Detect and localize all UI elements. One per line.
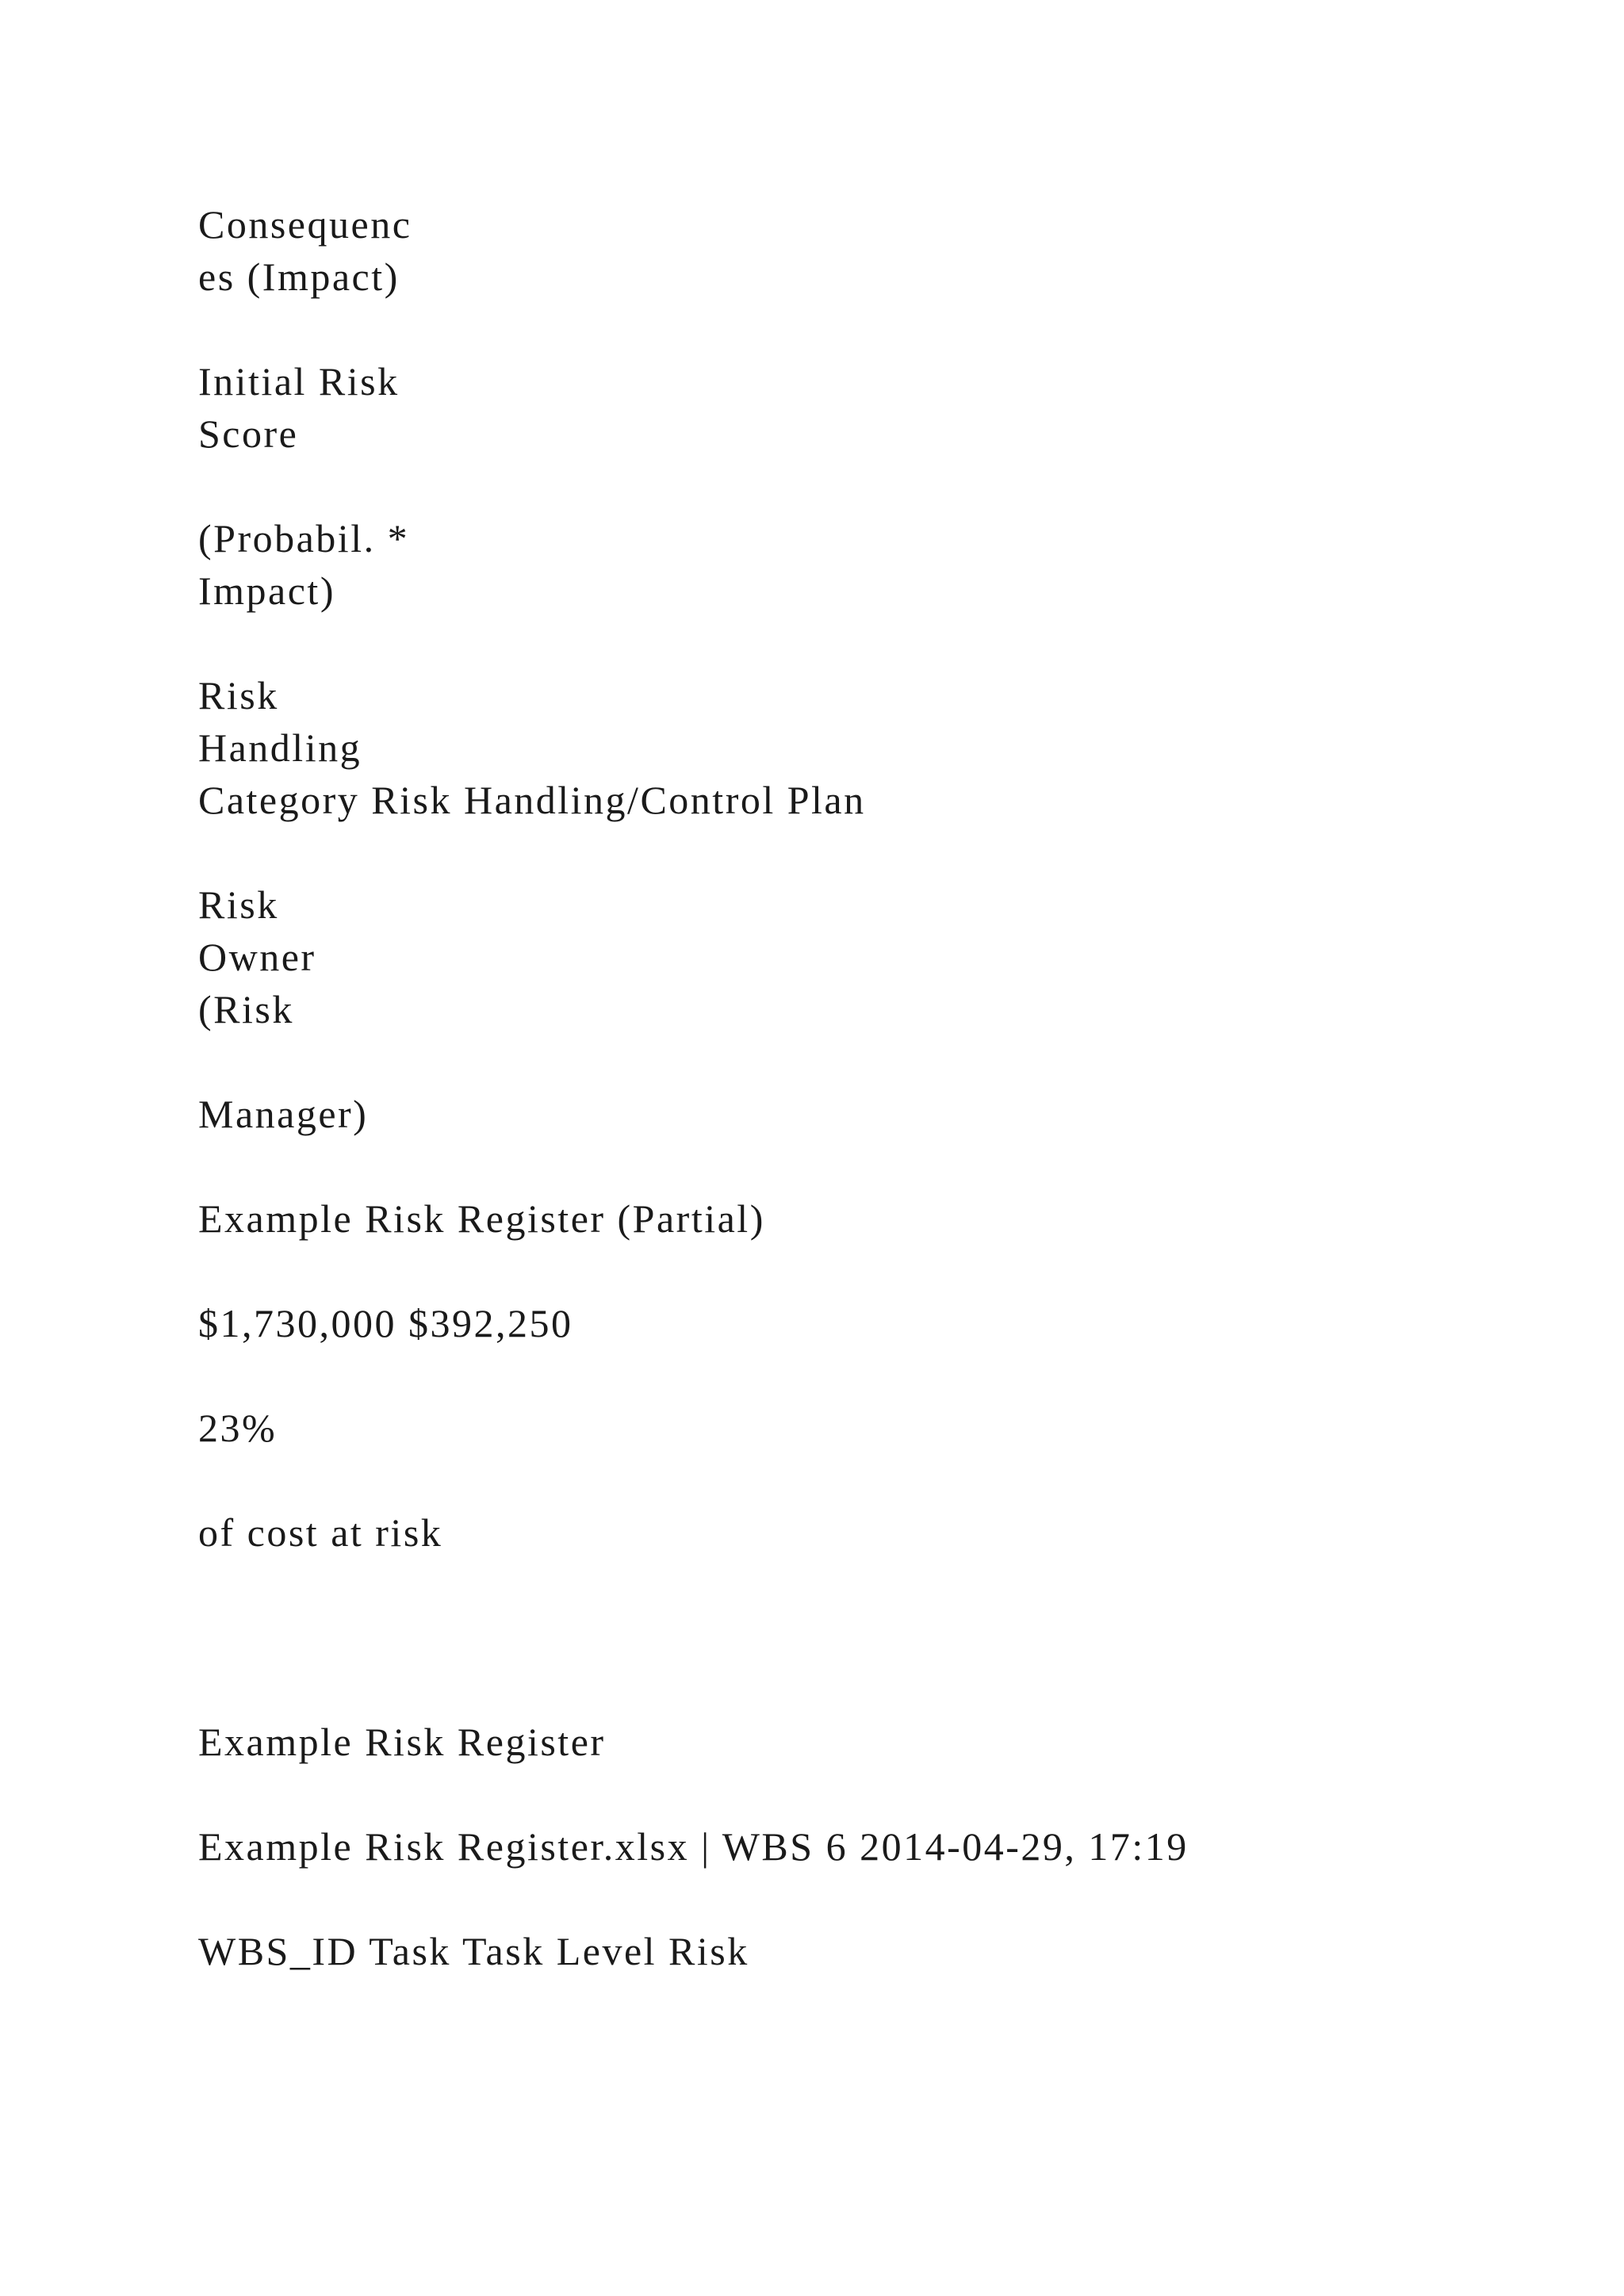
text-line: Score xyxy=(198,411,299,456)
text-line: of cost at risk xyxy=(198,1510,443,1555)
text-line: Impact) xyxy=(198,568,335,613)
risk-percentage: 23% xyxy=(198,1406,278,1450)
section-heading: Example Risk Register (Partial) xyxy=(198,1196,765,1241)
text-line: (Risk xyxy=(198,987,294,1031)
text-line: Category Risk Handling/Control Plan xyxy=(198,778,866,822)
file-info: Example Risk Register.xlsx | WBS 6 2014-04-29, 17:19 xyxy=(198,1824,1189,1869)
page-title: Example Risk Register xyxy=(198,1720,606,1764)
cost-values: $1,730,000 $392,250 xyxy=(198,1301,573,1345)
text-line: Manager) xyxy=(198,1092,369,1136)
text-line: (Probabil. * xyxy=(198,516,410,561)
text-line: Initial Risk xyxy=(198,359,400,404)
text-line: Handling xyxy=(198,725,362,770)
text-line: es (Impact) xyxy=(198,254,400,299)
text-line: Owner xyxy=(198,935,316,979)
table-header: WBS_ID Task Task Level Risk xyxy=(198,1929,749,1973)
text-line: Consequenc xyxy=(198,202,412,247)
text-line: Risk xyxy=(198,882,279,927)
text-line: Risk xyxy=(198,673,279,718)
